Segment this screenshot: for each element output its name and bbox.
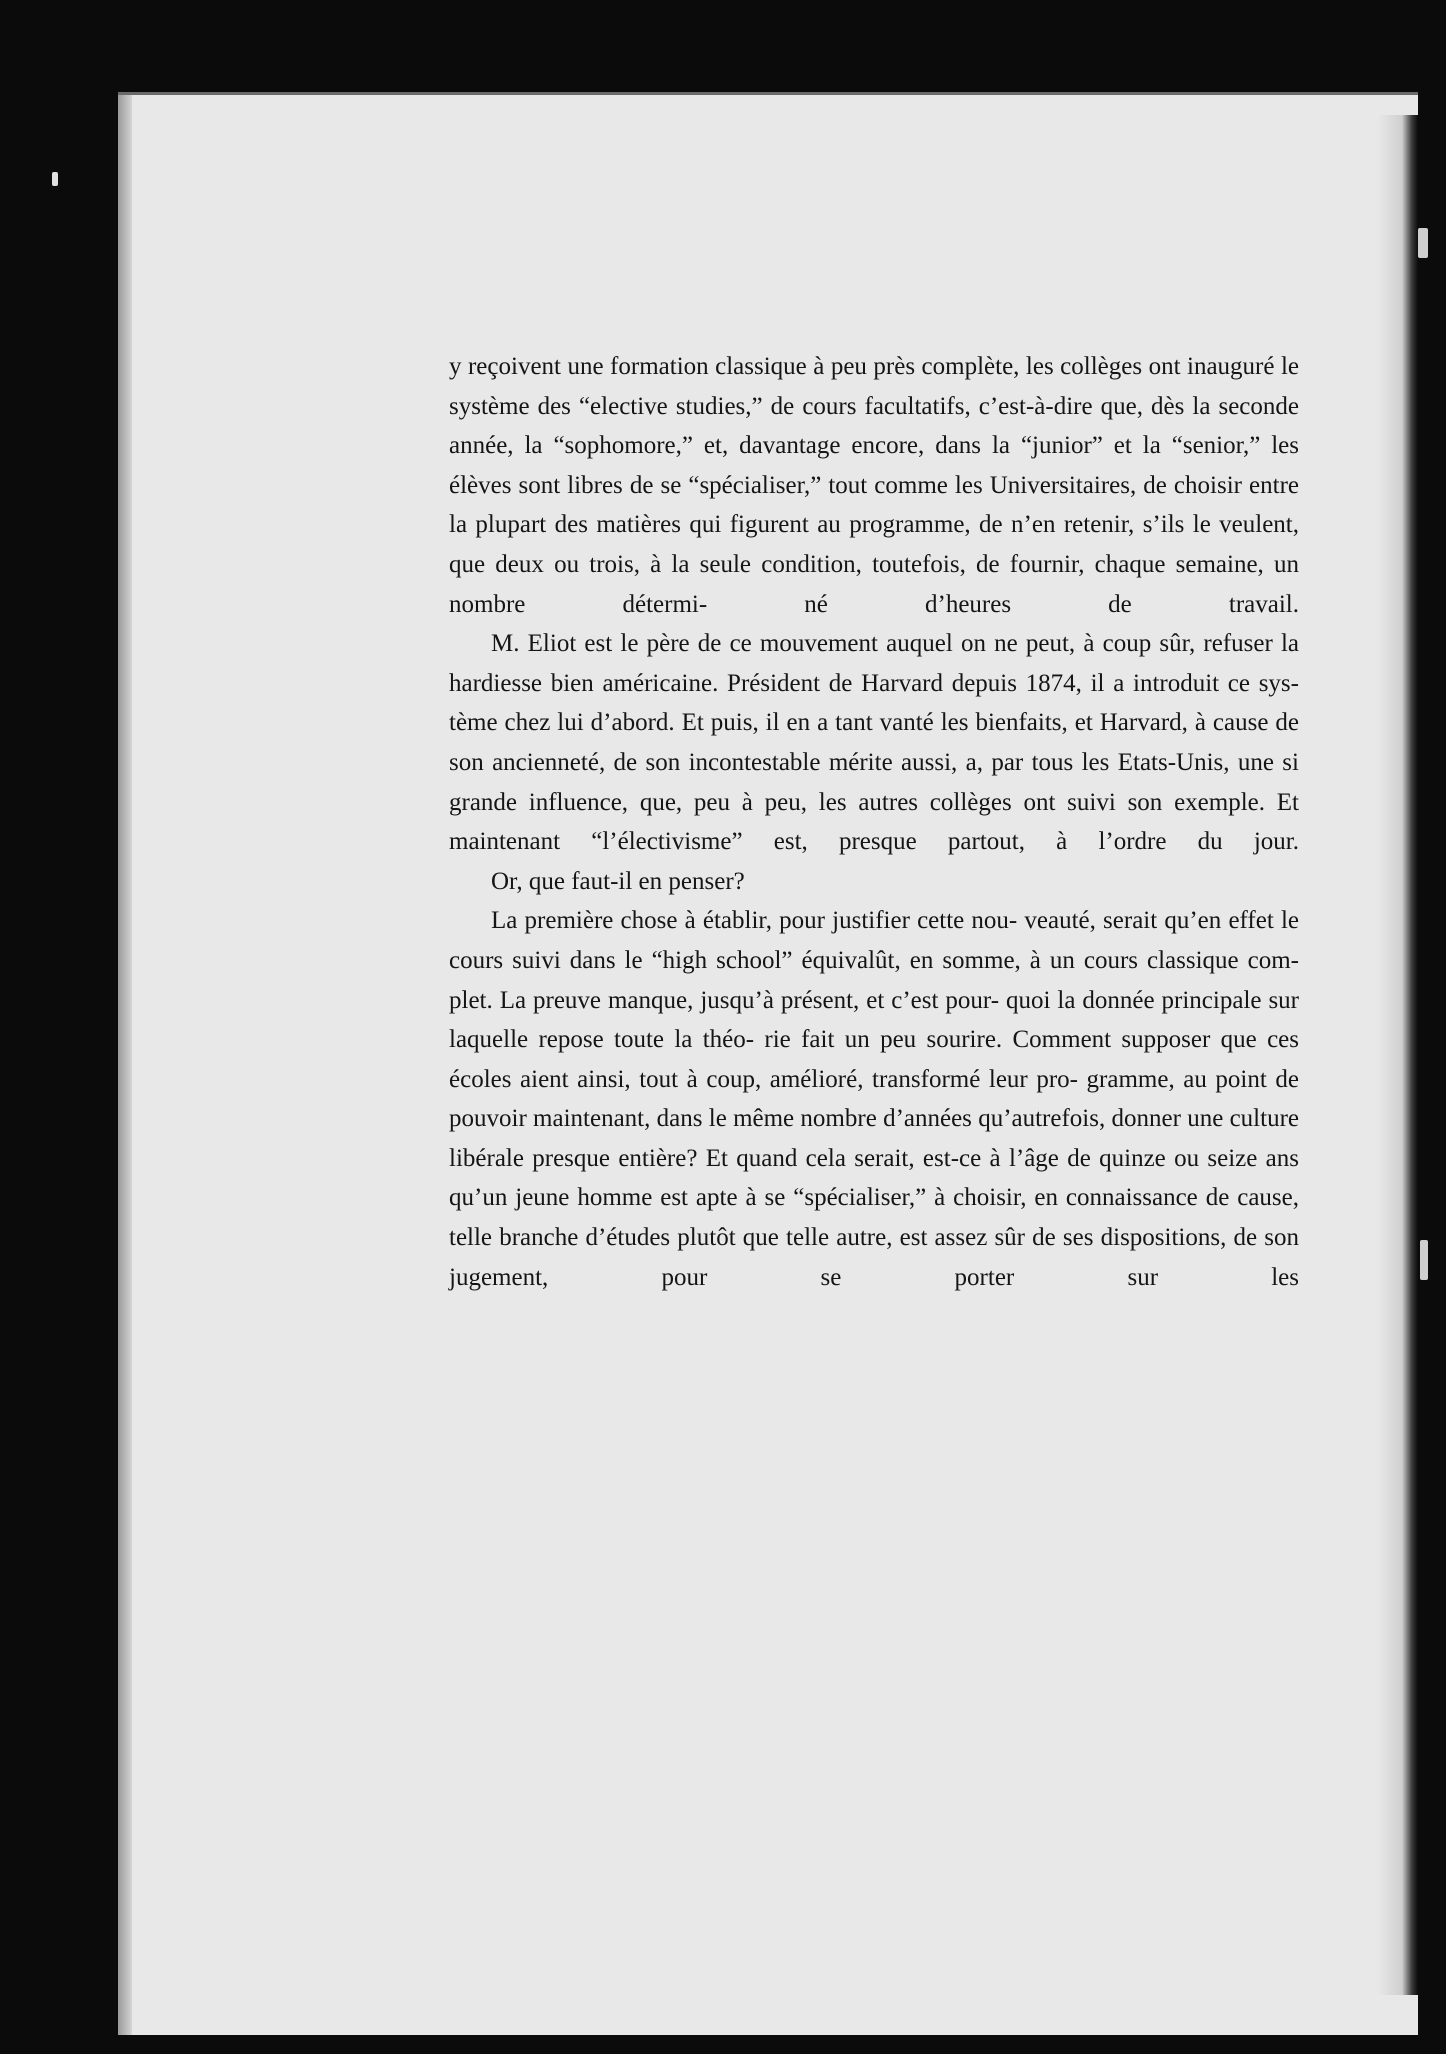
paragraph-2: M. Eliot est le père de ce mouvement auquel on ne peut, à coup sûr, refuser la hardiesse bien américaine. Président de Harvard depuis 1874, il a introduit ce sys- tème chez lui d’abord. Et puis, il en a tant vanté les bienfaits, et Harvard, à cause de son ancienneté, de son incontestable mérite aussi, a, par tous les Etats-Unis, une si grande influence, que, peu à peu, les autres collèges ont suivi son exemple. Et maintenant “l’électivisme” est, presque partout, à l’ordre du jour. — [449, 630, 1299, 856]
page-body-text — [449, 347, 1299, 1297]
paragraph-1: y reçoivent une formation classique à peu près complète, les collèges ont inauguré le système des “elective studies,” de cours facultatifs, c’est-à-dire que, dès la seconde année, la “sophomore,” et, davantage encore, dans la “junior” et la “senior,” les élèves sont libres de se “spécialiser,” tout comme les Universitaires, de choisir entre la plupart des matières qui figurent au programme, de n’en retenir, s’ils le veulent, que deux ou trois, à la seule condition, toutefois, de fournir, chaque semaine, un nombre détermi- né d’heures de travail. — [449, 353, 1299, 618]
page-right-edge — [1378, 115, 1418, 1995]
paragraph-3: Or, que faut-il en penser? — [491, 867, 745, 895]
scan-speck — [1418, 228, 1428, 258]
page-left-edge — [118, 95, 132, 2035]
paragraph-4: La première chose à établir, pour justifier cette nou- veauté, serait qu’en effet le cours suivi dans le “high school” équivalût, en somme, à un cours classique com- plet. La preuve manque, jusqu’à présent, et c’est pour- quoi la donnée principale sur laquelle repose toute la théo- rie fait un peu sourire. Comment supposer que ces écoles aient ainsi, tout à coup, amélioré, transformé leur pro- gramme, au point de pouvoir maintenant, dans le même nombre d’années qu’autrefois, donner une culture libérale presque entière? Et quand cela serait, est-ce à l’âge de quinze ou seize ans qu’un jeune homme est apte à se “spécialiser,” à choisir, en connaissance de cause, telle branche d’études plutôt que telle autre, est assez sûr de ses dispositions, de son jugement, pour se porter sur les — [449, 907, 1299, 1291]
scan-speck — [52, 172, 58, 186]
scan-speck — [1420, 1240, 1428, 1280]
scanned-page — [118, 92, 1418, 2035]
